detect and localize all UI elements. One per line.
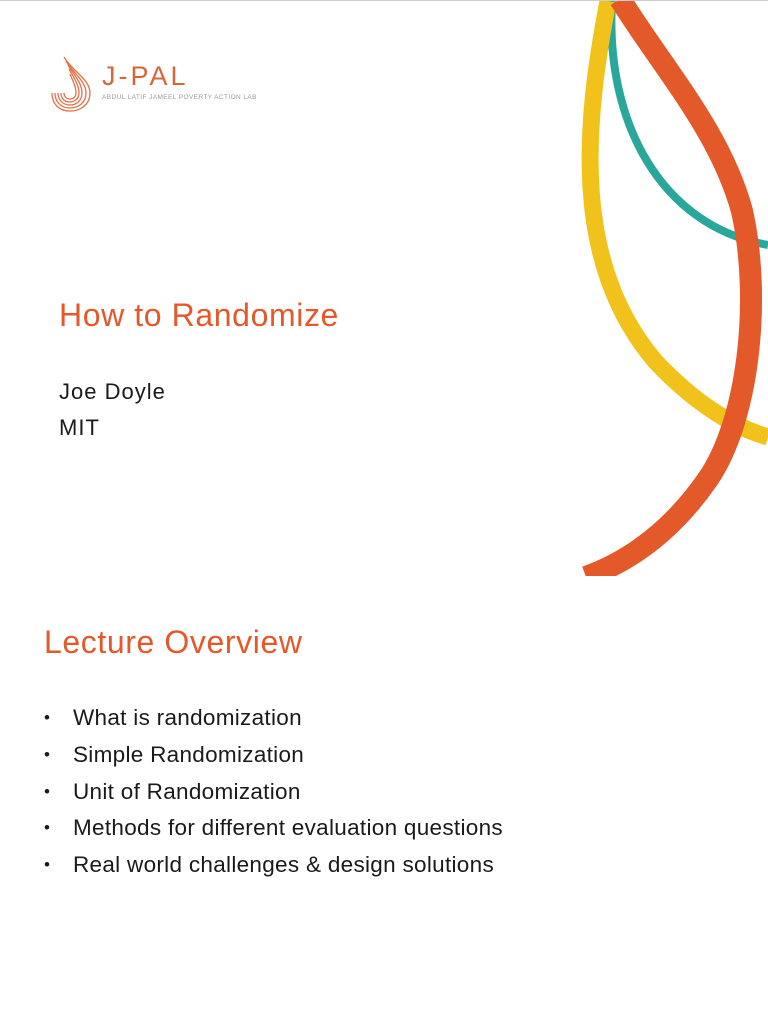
list-item [44,700,503,737]
overview-slide [0,576,768,1024]
list-item [44,847,503,884]
jpal-logo [50,53,260,113]
logo-wordmark: J-PAL [102,61,189,91]
presenter-name: Joe Doyle [59,379,166,404]
list-item-text: Methods for different evaluation questions [73,815,503,841]
bullet-icon: • [44,708,51,727]
list-item-text: Real world challenges & design solutions [73,852,494,878]
list-item-text: Unit of Randomization [73,778,301,804]
bullet-icon: • [44,818,51,838]
bullet-icon: • [44,781,51,801]
list-item [44,774,503,811]
list-item-text: What is randomization [73,705,302,730]
presenter-block [59,374,166,446]
logo-tagline: ABDUL LATIF JAMEEL POVERTY ACTION LAB [102,94,257,101]
list-item [44,737,503,774]
presenter-affiliation: MIT [59,415,100,440]
title-slide [0,1,768,576]
list-item [44,810,503,847]
overview-bullet-list [44,700,503,884]
bullet-icon: • [44,855,51,875]
jpal-swirl-icon [50,53,96,113]
slide-title: How to Randomize [59,297,339,333]
list-item-text: Simple Randomization [73,741,305,767]
section-title: Lecture Overview [44,624,303,660]
bullet-icon: • [44,744,51,764]
